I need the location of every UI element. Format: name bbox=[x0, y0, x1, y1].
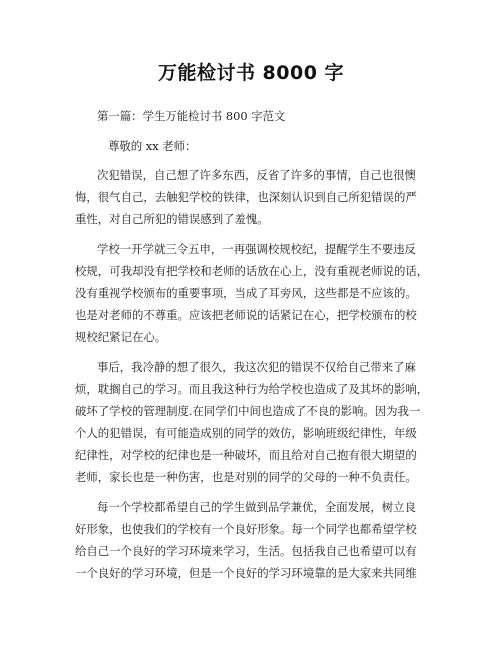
paragraph-line: 重性，对自己所犯的错误感到了羞愧。 bbox=[75, 212, 269, 226]
paragraph-line: 校规，可我却没有把学校和老师的话放在心上，没有重视老师说的话， bbox=[75, 264, 429, 278]
paragraph-line: 也是对老师的不尊重。应该把老师说的话紧记在心，把学校颁布的校 bbox=[75, 308, 417, 322]
paragraph-line: 悔，很气自己，去触犯学校的铁律，也深刻认识到自己所犯错误的严 bbox=[75, 190, 417, 204]
paragraph-line: 每一个学校都希望自己的学生做到品学兼优，全面发展，树立良 bbox=[97, 500, 416, 514]
paragraph-line: 事后，我冷静的想了很久，我这次犯的错误不仅给自己带来了麻 bbox=[97, 360, 416, 374]
paragraph-line: 没有重视学校颁布的重要事项，当成了耳旁风，这些都是不应该的。 bbox=[75, 286, 417, 300]
paragraph-line: 破坏了学校的管理制度.在同学们中间也造成了不良的影响。因为我一 bbox=[75, 404, 421, 418]
paragraph-line: 个人的犯错误，有可能造成别的同学的效仿，影响班级纪律性，年级 bbox=[75, 426, 417, 440]
paragraph-line: 好形象，也使我们的学校有一个良好形象。每一个同学也都希望学校 bbox=[75, 522, 417, 536]
paragraph-line: 次犯错误，自己想了许多东西，反省了许多的事情，自己也很懊 bbox=[97, 168, 416, 182]
paragraph-line: 老师，家长也是一种伤害，也是对别的同学的父母的一种不负责任。 bbox=[75, 470, 417, 484]
paragraph-line: 学校一开学就三令五申，一再强调校规校纪，提醒学生不要违反 bbox=[97, 242, 416, 256]
document-subtitle: 第一篇：学生万能检讨书 800 字范文 bbox=[97, 109, 286, 123]
paragraph-line: 烦，耽搁自己的学习。而且我这种行为给学校也造成了及其坏的影响， bbox=[75, 382, 429, 396]
paragraph-line: 规校纪紧记在心。 bbox=[75, 330, 167, 344]
paragraph-line: 纪律性，对学校的纪律也是一种破坏，而且给对自己抱有很大期望的 bbox=[75, 448, 417, 462]
salutation: 尊敬的 xx 老师： bbox=[108, 139, 197, 153]
paragraph-line: 给自己一个良好的学习环境来学习，生活。包括我自己也希望可以有 bbox=[75, 544, 417, 558]
paragraph-line: 一个良好的学习环境，但是一个良好的学习环境靠的是大家来共同维 bbox=[75, 566, 417, 580]
document-title: 万能检讨书 8000 字 bbox=[157, 62, 345, 84]
